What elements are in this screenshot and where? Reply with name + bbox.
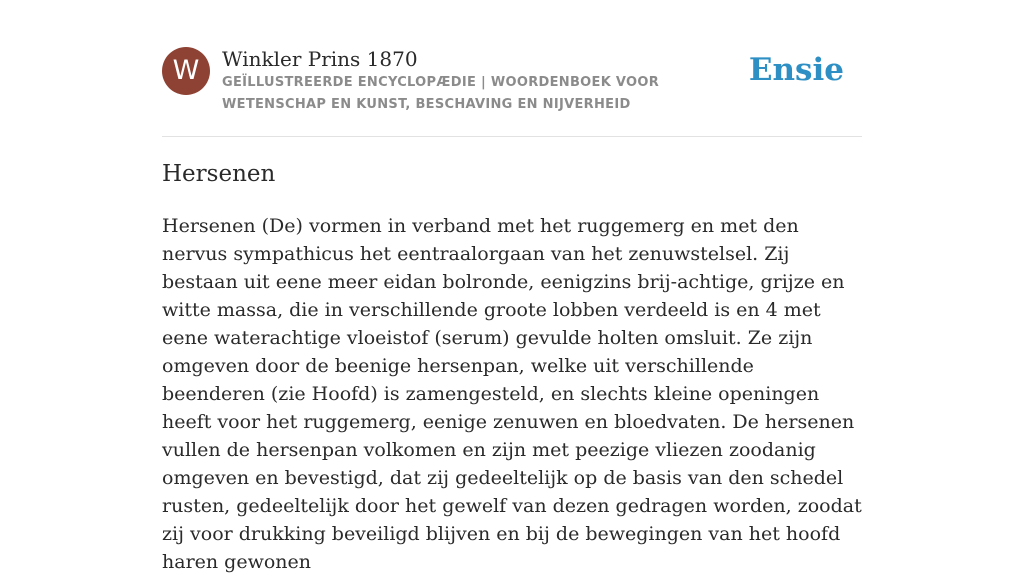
article-body: Hersenen (De) vormen in verband met het ruggemerg en met den nervus sympathicus het eentraalorgaan van het zenuwstelsel. Zij bestaan uit eene meer eidan bolronde, eenigzins brij-achtige, grijze en witte massa, die in verschillende groote lobben verdeeld is en 4 met eene waterachtige vloeistof (serum) gevulde holten omsluit. Ze zijn omgeven door de beenige hersenpan, welke uit verschillende beenderen (zie Hoofd) is zamengesteld, en slechts kleine openingen heeft voor het ruggemerg, eenige zenuwen en bloedvaten. De hersenen vullen de hersenpan volkomen en zijn met peezige vliezen zoodanig omgeven en bevestigd, dat zij gedeeltelijk op de basis van den schedel rusten, gedeeltelijk door het gewelf van dezen gedragen worden, zoodat zij voor drukking beveiligd blijven en bij de bewegingen van het hoofd haren gewonen (162, 215, 862, 573)
source-header (162, 46, 862, 137)
source-subtitle: GEÏLLUSTREERDE ENCYCLOPÆDIE | WOORDENBOEK VOOR WETENSCHAP EN KUNST, BESCHAVING EN NIJVERHEID (222, 75, 660, 112)
brand-logo[interactable]: Ensie (748, 52, 844, 88)
article-title: Hersenen (162, 161, 276, 187)
source-avatar[interactable]: W (162, 47, 210, 95)
source-title[interactable]: Winkler Prins 1870 (222, 47, 418, 71)
